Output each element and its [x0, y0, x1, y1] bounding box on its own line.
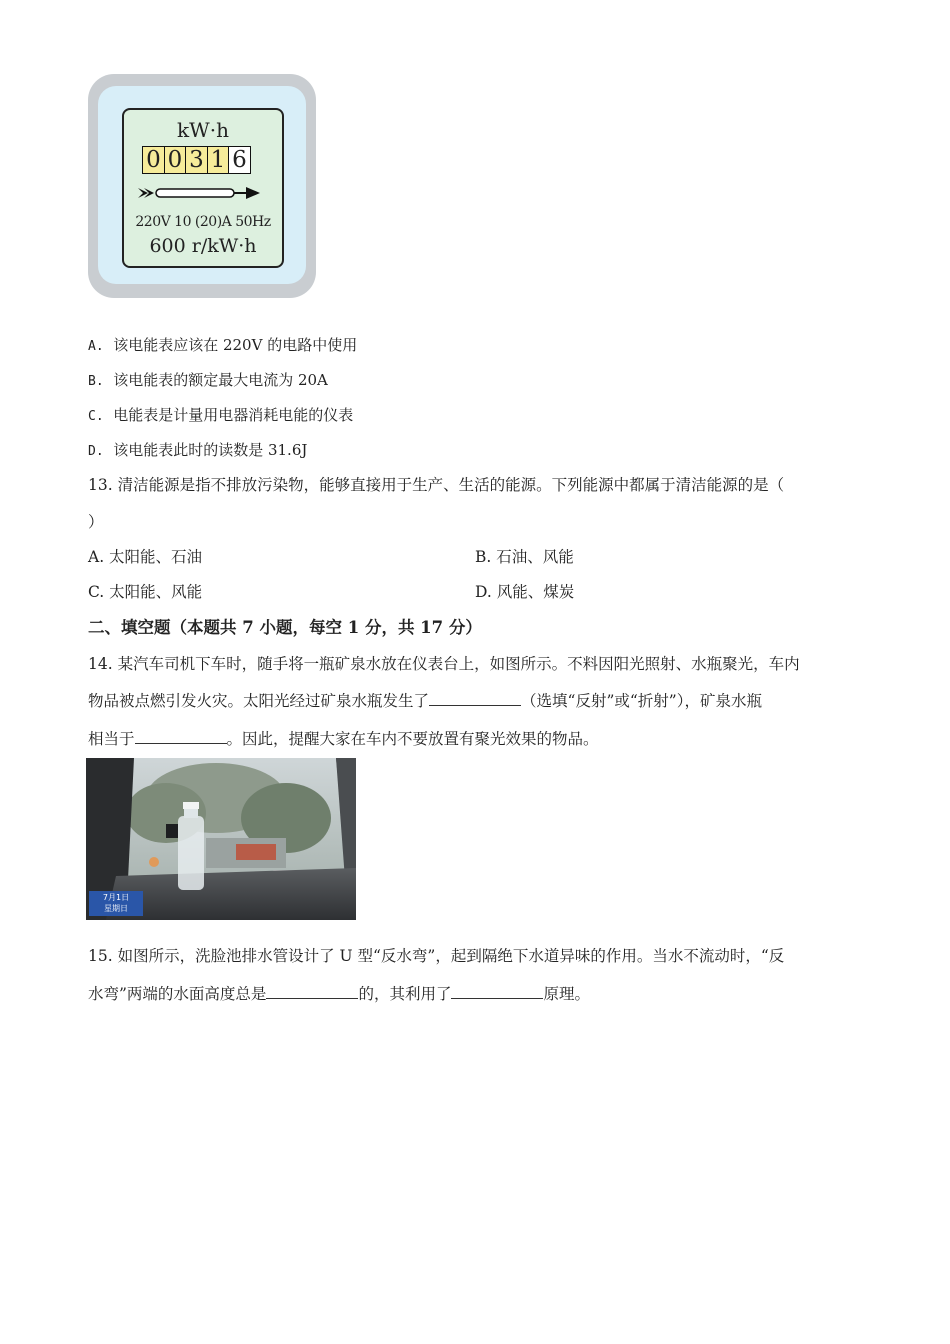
date-badge [89, 891, 143, 916]
q12-option-a [88, 335, 357, 357]
option-letter: D. [88, 444, 104, 459]
q14-stem-line2 [88, 691, 863, 711]
car-dashboard-photo [86, 758, 356, 920]
q15-text: 原理。 [543, 985, 590, 1003]
meter-digit: 0 [164, 146, 187, 174]
q13-option-c: C. 太阳能、风能 [88, 583, 203, 601]
q15-stem-line2 [88, 984, 590, 1004]
meter-frame [98, 86, 306, 284]
q12-option-b [88, 370, 328, 392]
meter-face [122, 108, 284, 268]
section-heading: 二、填空题（本题共 7 小题，每空 1 分，共 17 分） [88, 618, 482, 637]
rotating-disc-indicator [138, 184, 262, 202]
answer-blank[interactable] [451, 984, 543, 999]
q15-text: 的，其利用了 [358, 985, 452, 1003]
q14-stem-line3 [88, 729, 599, 749]
q13-option-b: B. 石油、风能 [475, 548, 574, 566]
answer-blank[interactable] [266, 984, 358, 999]
date-badge-weekday: 星期日 [104, 904, 128, 913]
q14-stem-line1: 14. 某汽车司机下车时，随手将一瓶矿泉水放在仪表台上，如图所示。不料因阳光照射、水瓶聚光，车内 [88, 655, 800, 673]
meter-digit-decimal: 6 [228, 146, 251, 174]
q14-text: 。因此，提醒大家在车内不要放置有聚光效果的物品。 [226, 730, 599, 748]
option-letter: A. [88, 339, 104, 354]
meter-digit: 1 [207, 146, 230, 174]
q13-stem: 13. 清洁能源是指不排放污染物，能够直接用于生产、生活的能源。下列能源中都属于清洁能源的是（ [88, 476, 785, 494]
q14-text: 物品被点燃引发火灾。太阳光经过矿泉水瓶发生了 [88, 692, 430, 710]
q12-option-d [88, 440, 307, 462]
option-text: 电能表是计量用电器消耗电能的仪表 [113, 406, 354, 424]
q14-text: 相当于 [88, 730, 135, 748]
meter-digits [142, 146, 250, 174]
q12-option-c [88, 405, 353, 427]
q15-text: 水弯”两端的水面高度总是 [88, 985, 267, 1003]
option-text: 该电能表的额定最大电流为 20A [113, 371, 328, 389]
answer-blank[interactable] [429, 691, 521, 706]
q13-option-d: D. 风能、煤炭 [475, 583, 575, 601]
q13-stem-continued: ） [88, 513, 104, 531]
meter-digit: 0 [142, 146, 165, 174]
electric-meter-figure [88, 74, 316, 298]
meter-unit: kW·h [177, 118, 229, 142]
meter-revolutions: 600 r/kW·h [149, 235, 257, 257]
date-badge-date: 7月1日 [102, 893, 130, 902]
option-letter: C. [88, 409, 104, 424]
meter-digit: 3 [185, 146, 208, 174]
q14-text: （选填“反射”或“折射”），矿泉水瓶 [521, 692, 762, 710]
q13-option-a: A. 太阳能、石油 [88, 548, 203, 566]
answer-blank[interactable] [135, 729, 227, 744]
meter-spec: 220V 10 (20)A 50Hz [135, 214, 271, 230]
q15-stem-line1: 15. 如图所示，洗脸池排水管设计了 U 型“反水弯”，起到隔绝下水道异味的作用。当水不流动时，“反 [88, 947, 785, 965]
option-text: 该电能表应该在 220V 的电路中使用 [113, 336, 358, 354]
option-text: 该电能表此时的读数是 31.6J [113, 441, 308, 459]
option-letter: B. [88, 374, 104, 389]
